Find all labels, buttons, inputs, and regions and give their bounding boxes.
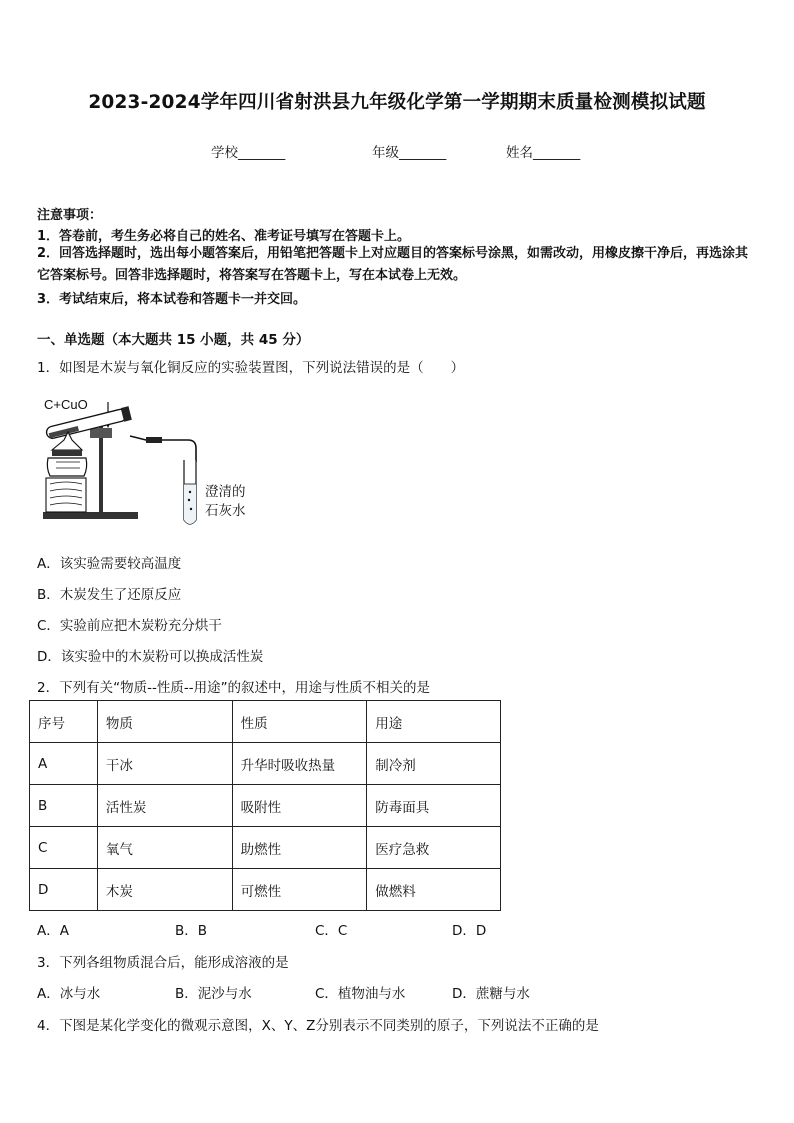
- note-item-3: 3．考试结束后，将本试卷和答题卡一并交回。: [37, 292, 307, 307]
- section-heading: 一、单选题（本大题共 15 小题，共 45 分）: [37, 332, 310, 348]
- q2-option-c: C．C: [315, 923, 348, 939]
- table-cell: 制冷剂: [367, 743, 501, 785]
- table-cell: 升华时吸收热量: [232, 743, 367, 785]
- q1-option-b: B．木炭发生了还原反应: [37, 587, 182, 603]
- table-cell: B: [30, 785, 98, 827]
- table-row: [30, 827, 501, 869]
- table-cell: 可燃性: [232, 869, 367, 911]
- q3-option-d: D．蔗糖与水: [452, 986, 530, 1002]
- table-row: [30, 785, 501, 827]
- table-cell: 医疗急救: [367, 827, 501, 869]
- q2-option-b: B．B: [175, 923, 208, 939]
- q2-option-d: D．D: [452, 923, 487, 939]
- table-header-cell: 物质: [97, 701, 232, 743]
- q3-option-a: A．冰与水: [37, 986, 101, 1002]
- question-3-stem: 3．下列各组物质混合后，能形成溶液的是: [37, 955, 289, 971]
- table-cell: 氧气: [97, 827, 232, 869]
- table-cell: 活性炭: [97, 785, 232, 827]
- question-4-stem: 4．下图是某化学变化的微观示意图，X、Y、Z分别表示不同类别的原子，下列说法不正确的是: [37, 1018, 599, 1034]
- table-header-cell: 性质: [232, 701, 367, 743]
- note-item-1: 1．答卷前，考生务必将自己的姓名、准考证号填写在答题卡上。: [37, 229, 411, 244]
- table-cell: 木炭: [97, 869, 232, 911]
- reactant-label: C+CuO: [44, 397, 88, 412]
- q1-option-a: A．该实验需要较高温度: [37, 556, 182, 572]
- question-1-stem: 1．如图是木炭与氧化铜反应的实验装置图，下列说法错误的是（ ）: [37, 360, 465, 376]
- carbon-reduction-apparatus-figure: [38, 392, 268, 536]
- question-2-stem: 2．下列有关“物质--性质--用途”的叙述中，用途与性质不相关的是: [37, 680, 431, 696]
- lime-water-label-line1: 澄清的: [205, 484, 246, 499]
- table-cell: 防毒面具: [367, 785, 501, 827]
- table-cell: D: [30, 869, 98, 911]
- q3-option-c: C．植物油与水: [315, 986, 406, 1002]
- q1-option-d: D．该实验中的木炭粉可以换成活性炭: [37, 649, 264, 665]
- table-header-row: [30, 701, 501, 743]
- table-cell: 做燃料: [367, 869, 501, 911]
- table-cell: 助燃性: [232, 827, 367, 869]
- table-header-cell: 用途: [367, 701, 501, 743]
- table-row: [30, 869, 501, 911]
- table-header-cell: 序号: [30, 701, 98, 743]
- table-cell: A: [30, 743, 98, 785]
- table-row: [30, 743, 501, 785]
- name-field: 姓名_______: [506, 145, 581, 161]
- table-cell: 干冰: [97, 743, 232, 785]
- page-title: 2023-2024学年四川省射洪县九年级化学第一学期期末质量检测模拟试题: [88, 92, 706, 113]
- school-field: 学校_______: [211, 145, 286, 161]
- notes-heading: 注意事项：: [37, 208, 103, 223]
- grade-field: 年级_______: [372, 145, 447, 161]
- q3-option-b: B．泥沙与水: [175, 986, 252, 1002]
- lime-water-label-line2: 石灰水: [205, 503, 246, 518]
- q1-option-c: C．实验前应把木炭粉充分烘干: [37, 618, 222, 634]
- table-cell: C: [30, 827, 98, 869]
- note-item-2: 2．回答选择题时，选出每小题答案后，用铅笔把答题卡上对应题目的答案标号涂黑，如需改动，用橡皮擦干净后，再选涂其它答案标号。回答非选择题时，将答案写在答题卡上，写在本试卷上无效。: [37, 246, 749, 283]
- q2-option-a: A．A: [37, 923, 69, 939]
- table-cell: 吸附性: [232, 785, 367, 827]
- property-use-table: [29, 700, 501, 911]
